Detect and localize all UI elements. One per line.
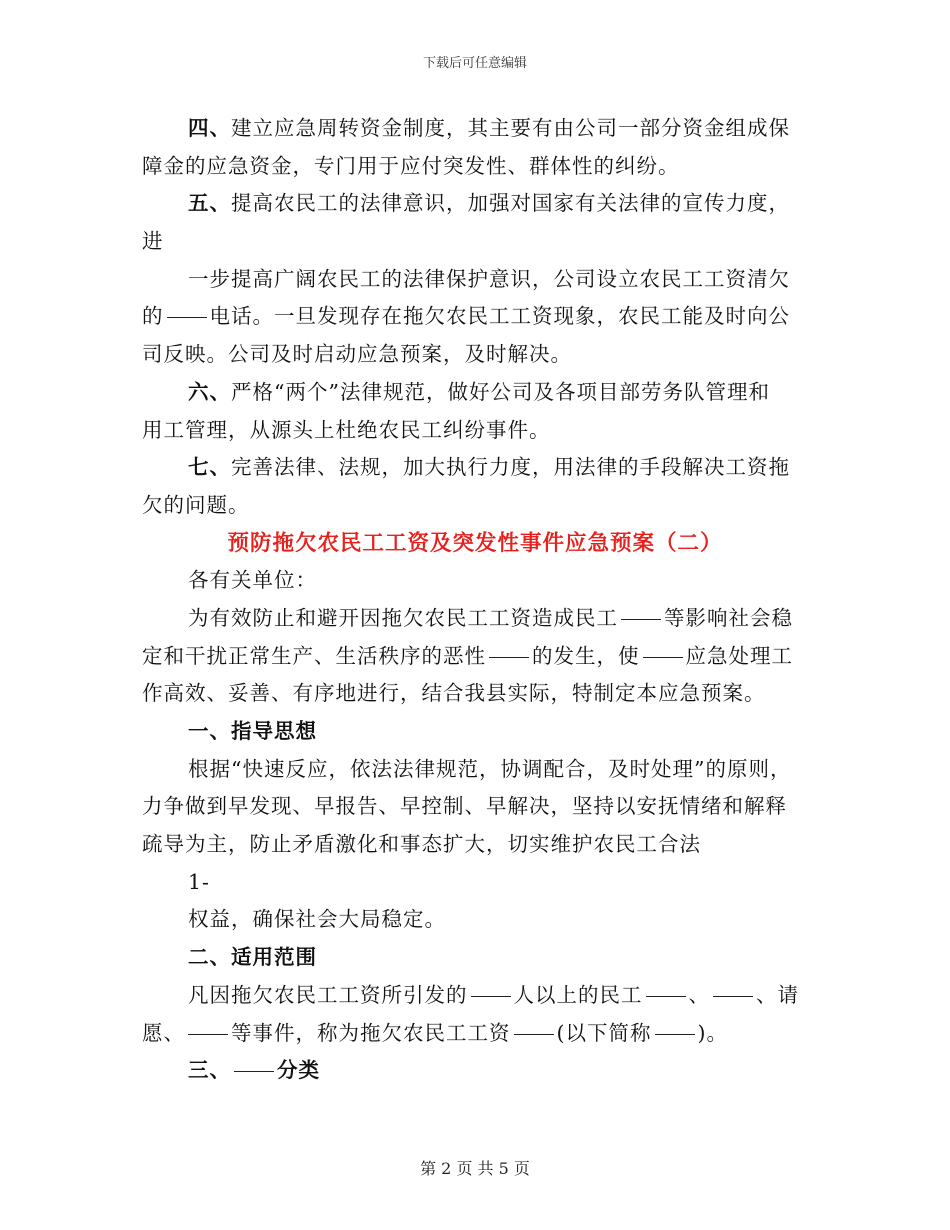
paragraph-line	[142, 412, 808, 450]
paragraph-line	[142, 562, 808, 600]
text-run: 司反映。公司及时启动应急预案，及时解决。	[142, 342, 572, 367]
fill-blank	[655, 1033, 695, 1035]
paragraph-line	[142, 638, 808, 676]
text-run: 进	[142, 229, 164, 254]
text-run: 力争做到早发现、早报告、早控制、早解决，坚持以安抚情绪和解释	[142, 794, 787, 819]
salutation: 各有关单位：	[188, 568, 317, 593]
text-run: 凡因拖欠农民工工资所引发的	[188, 982, 468, 1007]
text-run: 根据“快速反应，依法法律规范，协调配合，及时处理”的原则，	[188, 756, 792, 781]
paragraph-line	[142, 223, 808, 261]
fill-blank	[167, 316, 207, 318]
paragraph-line	[142, 148, 808, 186]
text-run: 一步提高广阔农民工的法律保护意识，公司设立农民工工资清欠	[188, 266, 790, 291]
section-heading: 二、适用范围	[188, 945, 317, 970]
text-run: 权益，确保社会大局稳定。	[188, 907, 446, 932]
fill-blank	[713, 995, 753, 997]
paragraph-line	[142, 977, 808, 1015]
text-run: 的	[142, 304, 164, 329]
paragraph-line	[142, 826, 808, 864]
text-run: 为有效防止和避开因拖欠农民工工资造成民工	[188, 605, 618, 630]
paragraph-line	[142, 600, 808, 638]
fill-blank	[514, 1033, 554, 1035]
fill-blank	[471, 995, 511, 997]
text-run: 定和干扰正常生产、生活秩序的恶性	[142, 643, 486, 668]
section-heading: 一、指导思想	[188, 719, 317, 743]
fill-blank	[489, 656, 529, 658]
text-run: 提高农民工的法律意识，加强对国家有关法律的宣传力度，	[231, 191, 790, 216]
text-run: 1-	[188, 869, 210, 894]
text-run: 分类	[277, 1058, 320, 1083]
section-number: 七、	[188, 455, 231, 480]
paragraph-line	[142, 185, 808, 223]
text-run: 应急处理工	[685, 643, 793, 668]
paragraph-line	[142, 675, 808, 713]
text-run: 、	[688, 982, 710, 1007]
text-run: 等影响社会稳	[664, 605, 793, 630]
text-run: 疏导为主，防止矛盾激化和事态扩大，切实维护农民工合法	[142, 832, 701, 857]
text-run: 人以上的民工	[513, 982, 643, 1007]
paragraph-line	[142, 261, 808, 299]
section-heading	[142, 1052, 808, 1090]
fill-blank	[643, 656, 683, 658]
paragraph-line	[142, 374, 808, 412]
paragraph-line	[142, 110, 808, 148]
paragraph-line	[142, 298, 808, 336]
text-run: 严格“两个”法律规范，做好公司及各项目部劳务队管理和	[231, 379, 770, 404]
section-number: 四、	[188, 116, 231, 140]
text-run: 作高效、妥善、有序地进行，结合我县实际，特制定本应急预案。	[142, 681, 766, 706]
text-run: 等事件，称为拖欠农民工工资	[231, 1020, 511, 1045]
text-run: 障金的应急资金，专门用于应付突发性、群体性的纠纷。	[142, 153, 680, 178]
text-run: 完善法律、法规，加大执行力度，用法律的手段解决工资拖	[231, 455, 790, 480]
document-body	[142, 110, 808, 1090]
paragraph-line	[142, 336, 808, 374]
paragraph-line	[142, 901, 808, 939]
fill-blank	[234, 1070, 274, 1072]
text-run: 三、	[188, 1058, 231, 1083]
text-run: )。	[697, 1020, 728, 1045]
text-run: 的发生，使	[532, 643, 640, 668]
text-run: 、请	[756, 982, 799, 1007]
section-number: 六、	[188, 379, 231, 404]
fill-blank	[621, 618, 661, 620]
paragraph-line	[142, 788, 808, 826]
section-number: 五、	[188, 191, 231, 216]
text-run: 建立应急周转资金制度，其主要有由公司一部分资金组成保	[231, 116, 790, 140]
paragraph-line	[142, 864, 808, 902]
paragraph-line	[142, 487, 808, 525]
document-title: 预防拖欠农民工工资及突发性事件应急预案（二）	[227, 530, 723, 556]
text-run: 欠的问题。	[142, 492, 250, 517]
header-note: 下载后可任意编辑	[422, 56, 527, 71]
text-run: (以下简称	[556, 1020, 652, 1045]
fill-blank	[646, 995, 686, 997]
text-run: 愿、	[142, 1020, 185, 1045]
paragraph-line	[142, 1015, 808, 1053]
fill-blank	[188, 1033, 228, 1035]
text-run: 电话。一旦发现存在拖欠农民工工资现象，农民工能及时向公	[209, 304, 790, 329]
paragraph-line	[142, 751, 808, 789]
page-number: 第 2 页 共 5 页	[420, 1159, 530, 1178]
text-run: 用工管理，从源头上杜绝农民工纠纷事件。	[142, 417, 551, 442]
paragraph-line	[142, 449, 808, 487]
